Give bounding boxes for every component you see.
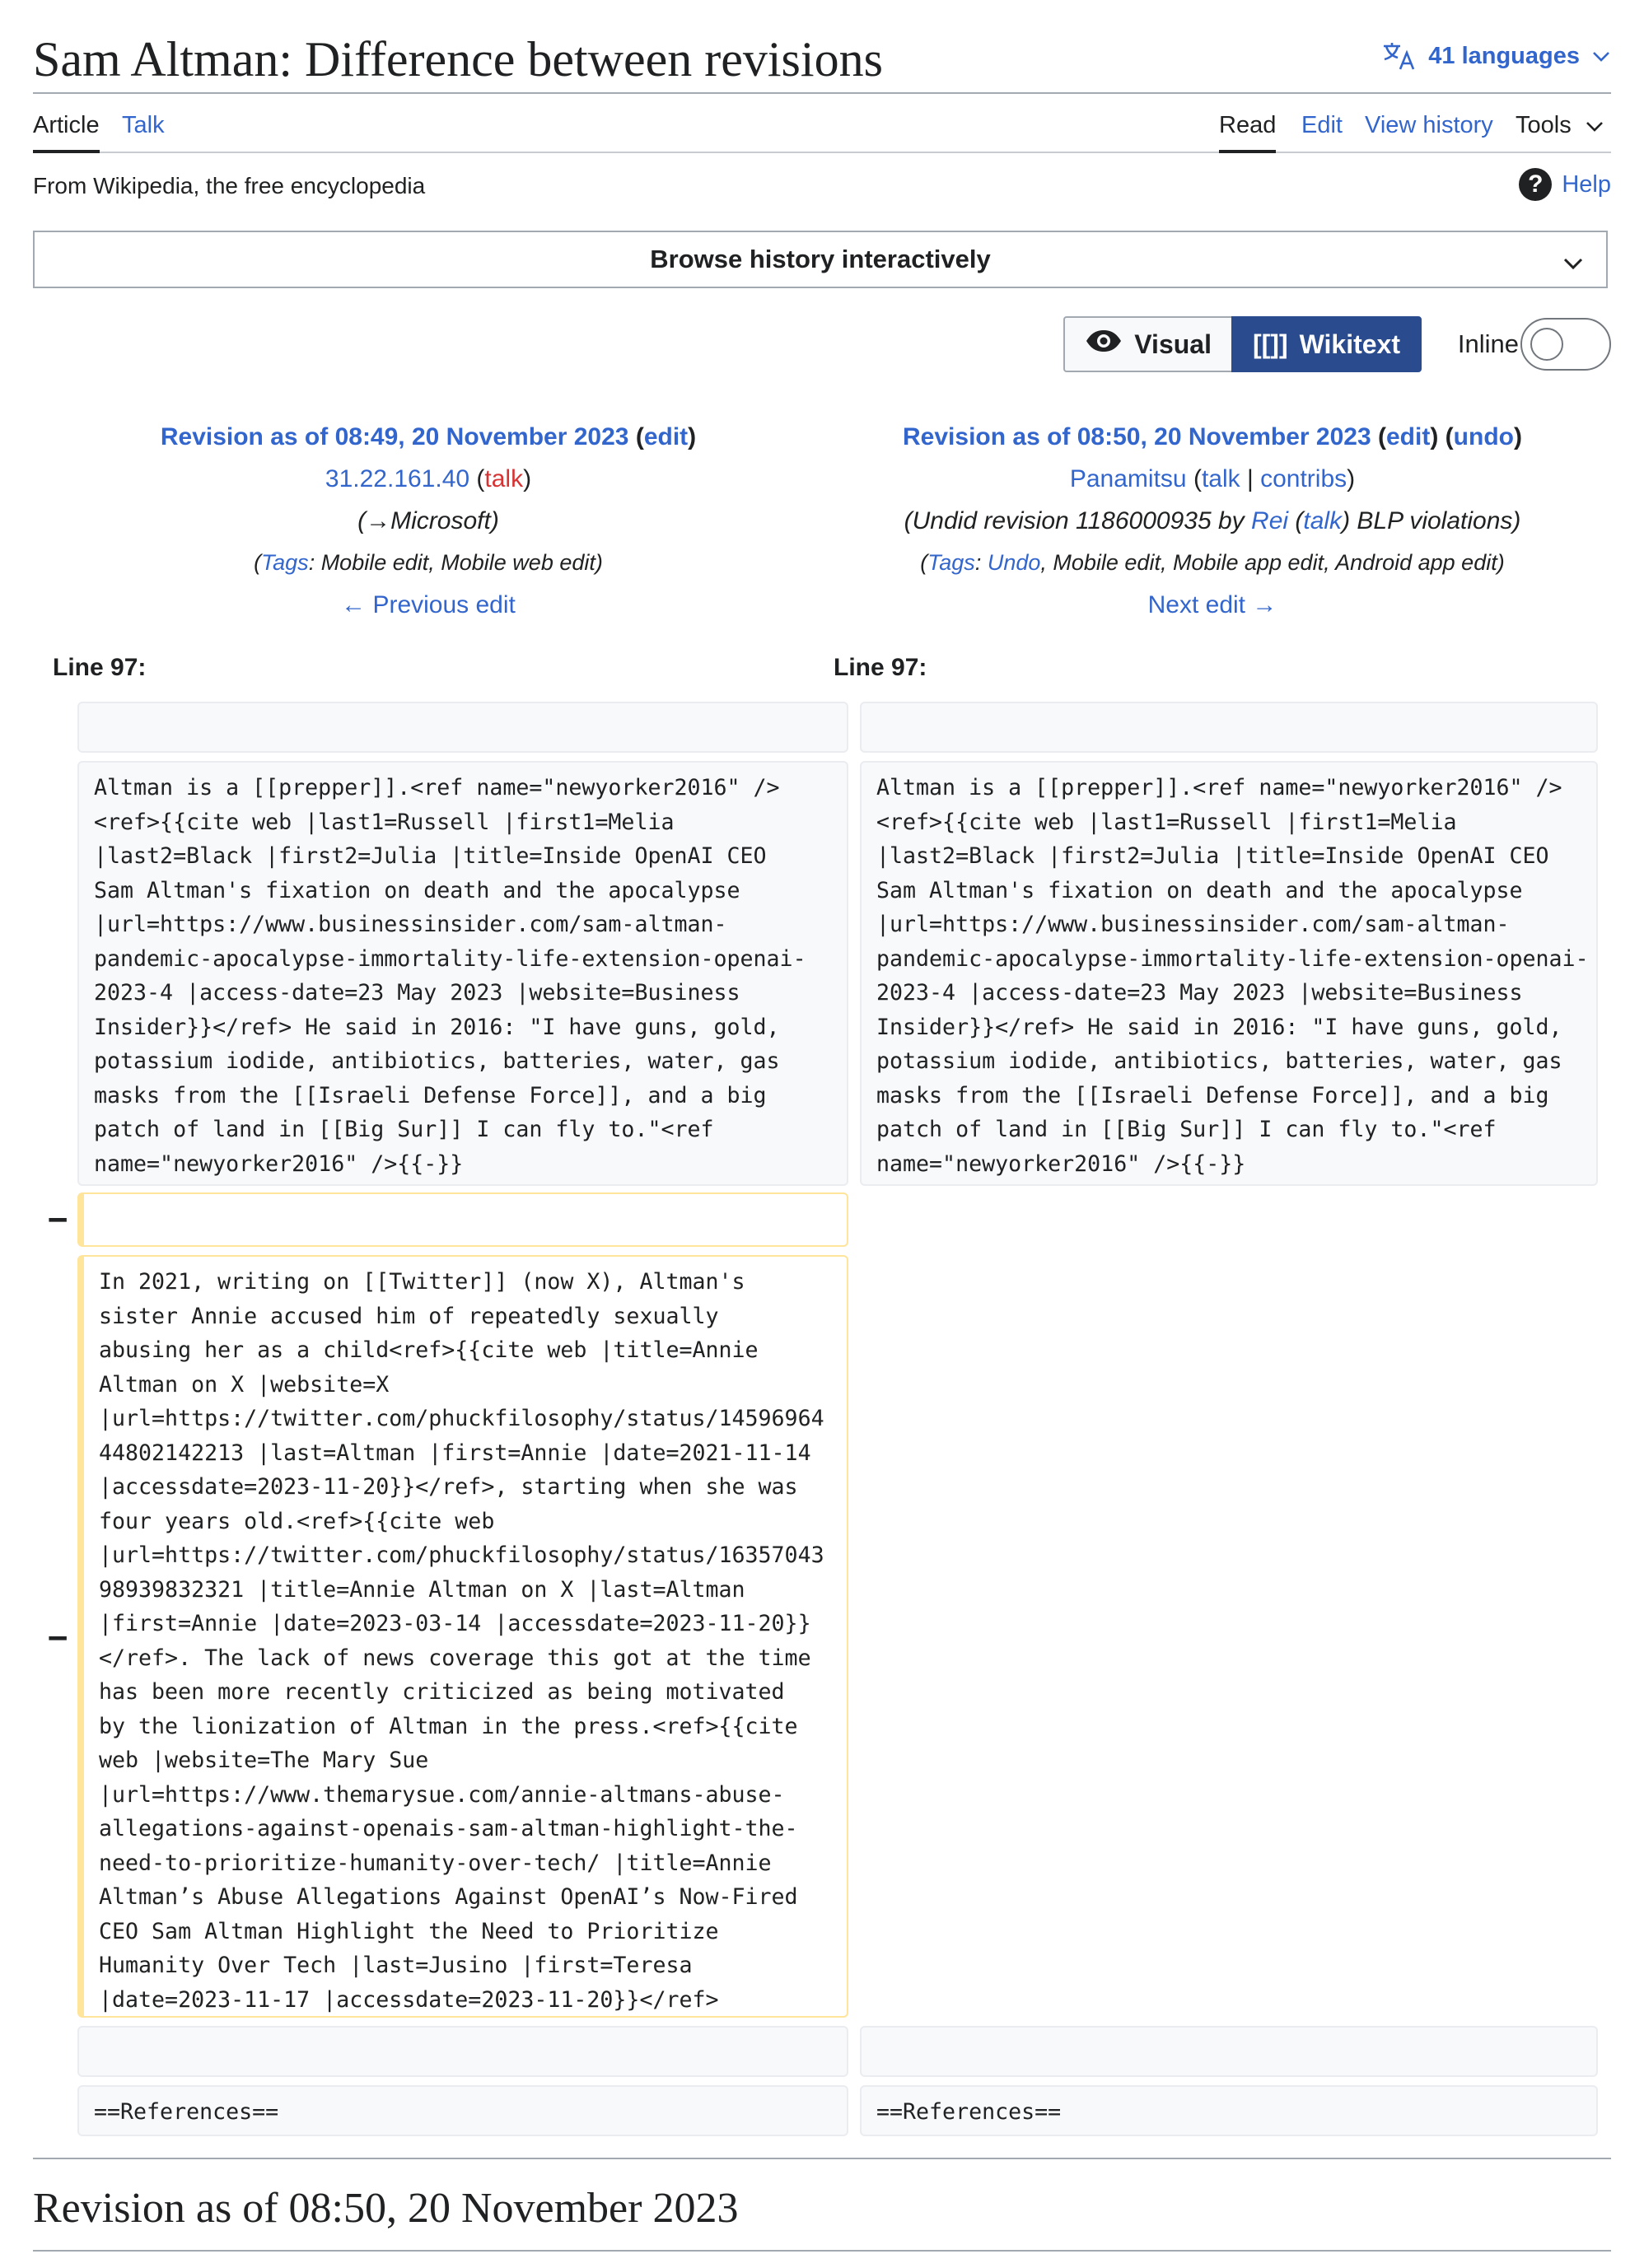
visual-label: Visual — [1134, 329, 1212, 359]
chevron-down-icon — [1591, 49, 1611, 63]
old-tags: (Tags: Mobile edit, Mobile web edit) — [254, 550, 603, 575]
help-icon: ? — [1519, 168, 1552, 201]
page-title: Sam Altman: Difference between revisions — [33, 32, 883, 86]
divider — [33, 2250, 1611, 2252]
translate-icon — [1382, 41, 1417, 71]
browse-history-button[interactable] — [33, 231, 1608, 288]
inline-label: Inline — [1457, 329, 1519, 358]
deleted-blank-line — [77, 1192, 848, 1247]
new-revision-link[interactable]: Revision as of 08:50, 20 November 2023 — [903, 423, 1371, 450]
new-tags-text: , Mobile edit, Mobile app edit, Android app edit) — [1040, 550, 1505, 575]
old-revision-header: Revision as of 08:49, 20 November 2023 (edit) 31.22.161.40 (talk) (→Microsoft) (Tags: Mobile edit, Mobile web edit) ← Previous edit — [33, 416, 824, 626]
deletion-marker: − — [48, 1619, 68, 1657]
help-link[interactable] — [1519, 168, 1611, 201]
eye-icon — [1085, 329, 1123, 360]
wikitext-button[interactable] — [1231, 316, 1422, 372]
revision-content-title: Revision as of 08:50, 20 November 2023 — [33, 2185, 739, 2232]
next-edit-link[interactable]: Next edit → — [1147, 591, 1277, 618]
old-context-blank-2 — [77, 2026, 848, 2077]
old-edit-summary: (→Microsoft) — [357, 507, 499, 534]
wikitext-icon: [[]] — [1252, 329, 1288, 359]
old-references-line: ==References== — [77, 2085, 848, 2136]
old-edit-link[interactable]: edit — [643, 423, 689, 450]
tab-article[interactable]: Article — [33, 110, 100, 153]
new-context-paragraph: Altman is a [[prepper]].<ref name="newyorker2016" /> <ref>{{cite web |last1=Russell |first1=Melia |last2=Black |first2=Julia |title=Inside OpenAI CEO Sam Altman's fixation on death and the apocalypse |url=https://www.businessinsider.com/sam-altman- pandemic-apocalypse-immortality-life-extension-openai- 2023-4 |access-date=23 May 2023 |website=Business Insider}}</ref> He said in 2016: "I have guns, gold, potassium iodide, antibiotics, batteries, water, gas masks from the [[Israeli Defense Force]], and a big patch of land in [[Big Sur]] I can fly to."<ref name="newyorker2016" />{{-}} — [860, 761, 1598, 1186]
wikitext-label: Wikitext — [1299, 329, 1400, 359]
old-talk-link[interactable]: talk — [484, 465, 524, 492]
tab-view-history[interactable]: View history — [1365, 112, 1493, 138]
new-talk-link[interactable]: talk — [1201, 465, 1240, 492]
tools-menu[interactable] — [1516, 110, 1604, 150]
diff-view-toggle — [1063, 316, 1422, 372]
new-revision-header: Revision as of 08:50, 20 November 2023 (edit) (undo) Panamitsu (talk | contribs) (Undid revision 1186000935 by Rei (talk) BLP violations) (Tags: Undo, Mobile edit, Mobile app edit, Android app edit) Next edit → — [817, 416, 1608, 626]
tab-edit[interactable]: Edit — [1301, 112, 1343, 138]
old-tags-link[interactable]: Tags — [261, 550, 309, 575]
old-user-link[interactable]: 31.22.161.40 — [325, 465, 470, 492]
undo-link[interactable]: undo — [1453, 423, 1514, 450]
chevron-down-icon — [1562, 249, 1585, 278]
new-edit-link[interactable]: edit — [1385, 423, 1431, 450]
divider — [33, 2158, 1611, 2159]
visual-button[interactable] — [1063, 316, 1231, 372]
new-references-line: ==References== — [860, 2085, 1598, 2136]
chevron-down-icon — [1585, 110, 1604, 140]
new-user-link[interactable]: Panamitsu — [1069, 465, 1187, 492]
browse-history-label: Browse history interactively — [650, 245, 991, 273]
previous-edit-link[interactable]: ← Previous edit — [341, 591, 516, 618]
contribs-link[interactable]: contribs — [1260, 465, 1347, 492]
old-context-blank — [77, 702, 848, 753]
deleted-paragraph: In 2021, writing on [[Twitter]] (now X), Altman's sister Annie accused him of repeatedly sexually abusing her as a child<ref>{{cite web |title=Annie Altman on X |website=X |url=https://twitter.com/phuckfilosophy/status/14596964 44802142213 |last=Altman |first=Annie |date=2021-11-14 |accessdate=2023-11-20}}</ref>, starting when she was four years old.<ref>{{cite web |url=https://twitter.com/phuckfilosophy/status/16357043 98939832321 |title=Annie Altman on X |last=Altman |first=Annie |date=2023-03-14 |accessdate=2023-11-20}} </ref>. The lack of news coverage this got at the time has been more recently criticized as being motivated by the lionization of Altman in the press.<ref>{{cite web |website=The Mary Sue |url=https://www.themarysue.com/annie-altmans-abuse- allegations-against-openais-sam-altman-highlight-the- need-to-prioritize-humanity-over-tech/ |title=Annie Altman’s Abuse Allegations Against OpenAI’s Now-Fired CEO Sam Altman Highlight the Need to Prioritize Humanity Over Tech |last=Jusino |first=Teresa |date=2023-11-17 |accessdate=2023-11-20}}</ref> — [77, 1255, 848, 2018]
new-context-blank — [860, 702, 1598, 753]
languages-label: 41 languages — [1428, 42, 1580, 69]
tab-read[interactable]: Read — [1219, 110, 1276, 153]
tagline: From Wikipedia, the free encyclopedia — [33, 173, 426, 198]
old-tags-text: : Mobile edit, Mobile web edit) — [308, 550, 603, 575]
new-tags: (Tags: Undo, Mobile edit, Mobile app edit, Android app edit) — [920, 550, 1505, 575]
old-context-paragraph: Altman is a [[prepper]].<ref name="newyorker2016" /> <ref>{{cite web |last1=Russell |first1=Melia |last2=Black |first2=Julia |title=Inside OpenAI CEO Sam Altman's fixation on death and the apocalypse |url=https://www.businessinsider.com/sam-altman- pandemic-apocalypse-immortality-life-extension-openai- 2023-4 |access-date=23 May 2023 |website=Business Insider}}</ref> He said in 2016: "I have guns, gold, potassium iodide, antibiotics, batteries, water, gas masks from the [[Israeli Defense Force]], and a big patch of land in [[Big Sur]] I can fly to."<ref name="newyorker2016" />{{-}} — [77, 761, 848, 1186]
new-tags-link[interactable]: Tags — [927, 550, 975, 575]
summary-user-link[interactable]: Rei — [1251, 507, 1289, 534]
inline-toggle-switch[interactable] — [1520, 318, 1611, 371]
toggle-knob — [1530, 328, 1563, 361]
tabs-row — [33, 92, 1611, 153]
old-line-number: Line 97: — [53, 654, 147, 681]
deletion-marker: − — [48, 1201, 68, 1239]
help-label: Help — [1562, 170, 1611, 198]
new-edit-summary: (Undid revision 1186000935 by Rei (talk) BLP violations) — [904, 507, 1521, 534]
title-row — [33, 30, 1611, 94]
summary-talk-link[interactable]: talk — [1303, 507, 1343, 534]
old-revision-link[interactable]: Revision as of 08:49, 20 November 2023 — [160, 423, 629, 450]
tab-talk[interactable]: Talk — [122, 112, 165, 138]
undo-tag-link[interactable]: Undo — [987, 550, 1041, 575]
new-line-number: Line 97: — [834, 654, 927, 681]
tools-label: Tools — [1516, 112, 1572, 138]
new-context-blank-2 — [860, 2026, 1598, 2077]
languages-button[interactable] — [1382, 41, 1611, 71]
